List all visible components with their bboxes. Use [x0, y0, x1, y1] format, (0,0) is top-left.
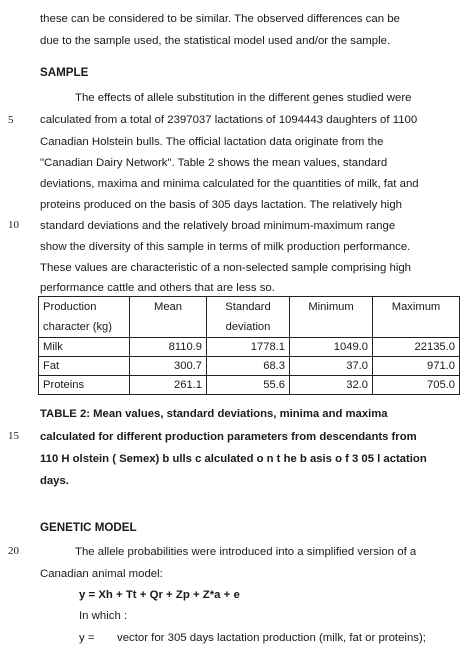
cell-mean: 300.7 — [130, 357, 207, 376]
cell-max: 705.0 — [373, 376, 460, 395]
cell-sd: 55.6 — [207, 376, 290, 395]
table-row — [39, 376, 460, 395]
header-text: Standard — [225, 301, 271, 313]
cell-sd: 68.3 — [207, 357, 290, 376]
model-equation: y = Xh + Tt + Qr + Zp + Z*a + e — [79, 589, 240, 601]
header-text: Minimum — [308, 301, 354, 313]
table-caption-line: days. — [40, 475, 69, 487]
header-standard-deviation — [207, 297, 290, 338]
header-text: character (kg) — [43, 321, 113, 333]
production-table — [38, 296, 460, 395]
text-line: These values are characteristic of a non-selected sample comprising high — [40, 262, 412, 274]
header-text: deviation — [225, 321, 271, 333]
cell-label: Proteins — [39, 376, 130, 395]
header-mean — [130, 297, 207, 338]
definition-symbol: y = — [79, 632, 95, 644]
cell-min: 32.0 — [290, 376, 373, 395]
header-text: Maximum — [391, 301, 441, 313]
cell-sd: 1778.1 — [207, 338, 290, 357]
table-header-row — [39, 297, 460, 338]
section-heading-sample: SAMPLE — [40, 66, 89, 79]
definition-text: vector for 305 days lactation production (milk, fat or proteins); — [117, 632, 426, 644]
cell-min: 1049.0 — [290, 338, 373, 357]
cell-max: 971.0 — [373, 357, 460, 376]
text-line: due to the sample used, the statistical model used and/or the sample. — [40, 35, 391, 47]
table-caption-line: calculated for different production parameters from descendants from — [40, 431, 417, 443]
text-line: calculated from a total of 2397037 lactations of 1094443 daughters of 1100 — [40, 114, 418, 126]
table-row — [39, 357, 460, 376]
cell-max: 22135.0 — [373, 338, 460, 357]
cell-mean: 261.1 — [130, 376, 207, 395]
line-number: 15 — [8, 430, 19, 442]
header-text: Production — [43, 301, 97, 313]
cell-mean: 8110.9 — [130, 338, 207, 357]
table-caption-line: TABLE 2: Mean values, standard deviations, minima and maxima — [40, 408, 388, 420]
text-line: Canadian animal model: — [40, 568, 163, 580]
text-line: performance cattle and others that are less so. — [40, 282, 275, 294]
text-line: show the diversity of this sample in terms of milk production performance. — [40, 241, 411, 253]
text-line: these can be considered to be similar. The observed differences can be — [40, 13, 400, 25]
line-number: 5 — [8, 114, 14, 126]
header-maximum — [373, 297, 460, 338]
text-line: The effects of allele substitution in the different genes studied were — [75, 92, 412, 104]
header-text: Mean — [154, 301, 182, 313]
table-caption-line: 110 H olstein ( Semex) b ulls c alculated o n t he b asis o f 3 05 l actation — [40, 453, 427, 465]
cell-label: Milk — [39, 338, 130, 357]
section-heading-genetic-model: GENETIC MODEL — [40, 521, 137, 534]
text-line: standard deviations and the relatively broad minimum-maximum range — [40, 220, 396, 232]
cell-label: Fat — [39, 357, 130, 376]
header-production-character — [39, 297, 130, 338]
in-which-label: In which : — [79, 610, 128, 622]
table-row — [39, 338, 460, 357]
text-line: The allele probabilities were introduced into a simplified version of a — [75, 546, 417, 558]
header-minimum — [290, 297, 373, 338]
text-line: Canadian Holstein bulls. The official lactation data originate from the — [40, 136, 384, 148]
text-line: "Canadian Dairy Network". Table 2 shows the mean values, standard — [40, 157, 388, 169]
cell-min: 37.0 — [290, 357, 373, 376]
text-line: proteins produced on the basis of 305 days lactation. The relatively high — [40, 199, 402, 211]
line-number: 10 — [8, 219, 19, 231]
text-line: deviations, maxima and minima calculated for the quantities of milk, fat and — [40, 178, 419, 190]
line-number: 20 — [8, 545, 19, 557]
